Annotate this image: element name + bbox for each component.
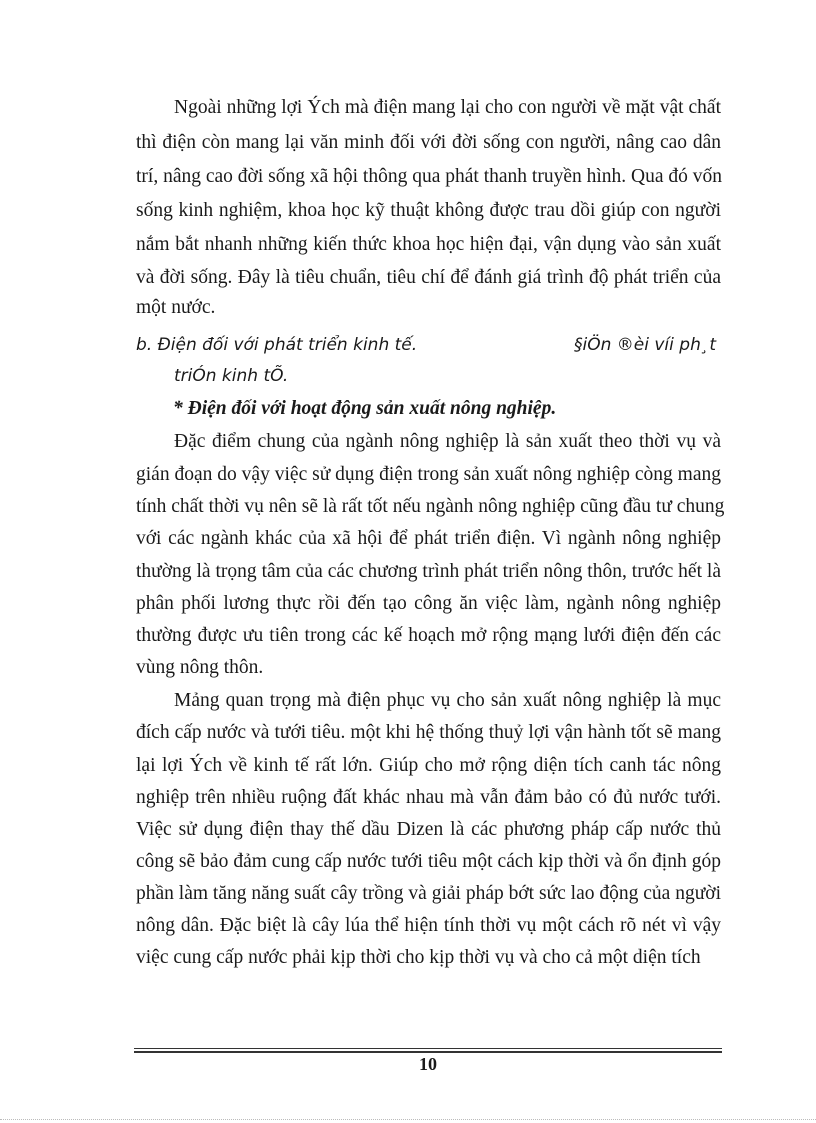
paragraph-line: phần làm tăng năng suất cây trồng và giải pháp bớt sức lao động của người	[136, 883, 721, 904]
paragraph-line: phân phối lương thực rồi đến tạo công ăn việc làm, ngành nông nghiệp	[136, 593, 721, 614]
footer-rule	[134, 1051, 722, 1053]
paragraph-line: nắm bắt nhanh những kiến thức khoa học hiện đại, vận dụng vào sản xuất	[136, 234, 721, 255]
paragraph-line: việc cung cấp nước phải kịp thời cho kịp thời vụ và cho cả một diện tích	[136, 947, 701, 968]
paragraph-line: một nước.	[136, 297, 216, 318]
paragraph-line: thì điện còn mang lại văn minh đối với đời sống con người, nâng cao dân	[136, 132, 721, 153]
paragraph-line: Ngoài những lợi Ých mà điện mang lại cho con người về mặt vật chất	[174, 97, 721, 118]
footer-rule	[134, 1048, 722, 1049]
paragraph-line: đích cấp nước và tưới tiêu. một khi hệ thống thuỷ lợi vận hành tốt sẽ mang	[136, 722, 721, 743]
paragraph-line: nông dân. Đặc biệt là cây lúa thể hiện tính thời vụ một cách rõ nét vì vậy	[136, 915, 721, 936]
paragraph-line: trí, nâng cao đời sống xã hội thông qua phát thanh truyền hình. Qua đó vốn	[136, 166, 722, 187]
section-heading-garbled: §iÖn ®èi víi ph¸t	[574, 335, 717, 355]
subheading: * Điện đối với hoạt động sản xuất nông nghiệp.	[173, 398, 557, 419]
paragraph-line: nghiệp trên nhiều ruộng đất khác nhau mà vẫn đảm bảo có đủ nước tưới.	[136, 787, 721, 808]
paragraph-line: tính chất thời vụ nên sẽ là rất tốt nếu ngành nông nghiệp cũng đầu tư chung	[136, 496, 725, 517]
paragraph-line: thường là trọng tâm của các chương trình phát triển nông thôn, trước hết là	[136, 561, 721, 582]
page-edge-dotted-line	[0, 1119, 816, 1120]
paragraph-line: gián đoạn do vậy việc sử dụng điện trong sản xuất nông nghiệp còng mang	[136, 464, 721, 485]
paragraph-line: vùng nông thôn.	[136, 657, 264, 678]
paragraph-line: với các ngành khác của xã hội để phát triển điện. Vì ngành nông nghiệp	[136, 528, 721, 549]
paragraph-line: và đời sống. Đây là tiêu chuẩn, tiêu chí để đánh giá trình độ phát triển của	[136, 267, 721, 288]
section-heading: b. Điện đối với phát triển kinh tế.	[136, 335, 418, 355]
paragraph-line: thường được ưu tiên trong các kế hoạch mở rộng mạng lưới điện đến các	[136, 625, 721, 646]
paragraph-line: lại lợi Ých về kinh tế rất lớn. Giúp cho mở rộng diện tích canh tác nông	[136, 755, 721, 776]
paragraph-line: sống kinh nghiệm, khoa học kỹ thuật không được trau dồi giúp con người	[136, 200, 721, 221]
paragraph-line: Việc sử dụng điện thay thế dầu Dizen là các phương pháp cấp nước thủ	[136, 819, 721, 840]
paragraph-line: Mảng quan trọng mà điện phục vụ cho sản xuất nông nghiệp là mục	[174, 690, 721, 711]
paragraph-line: công sẽ bảo đảm cung cấp nước tưới tiêu một cách kịp thời và ổn định góp	[136, 851, 721, 872]
page-number: 10	[419, 1054, 437, 1074]
paragraph-line: Đặc điểm chung của ngành nông nghiệp là sản xuất theo thời vụ và	[174, 431, 721, 452]
section-heading-garbled-cont: triÓn kinh tÕ.	[174, 366, 289, 386]
